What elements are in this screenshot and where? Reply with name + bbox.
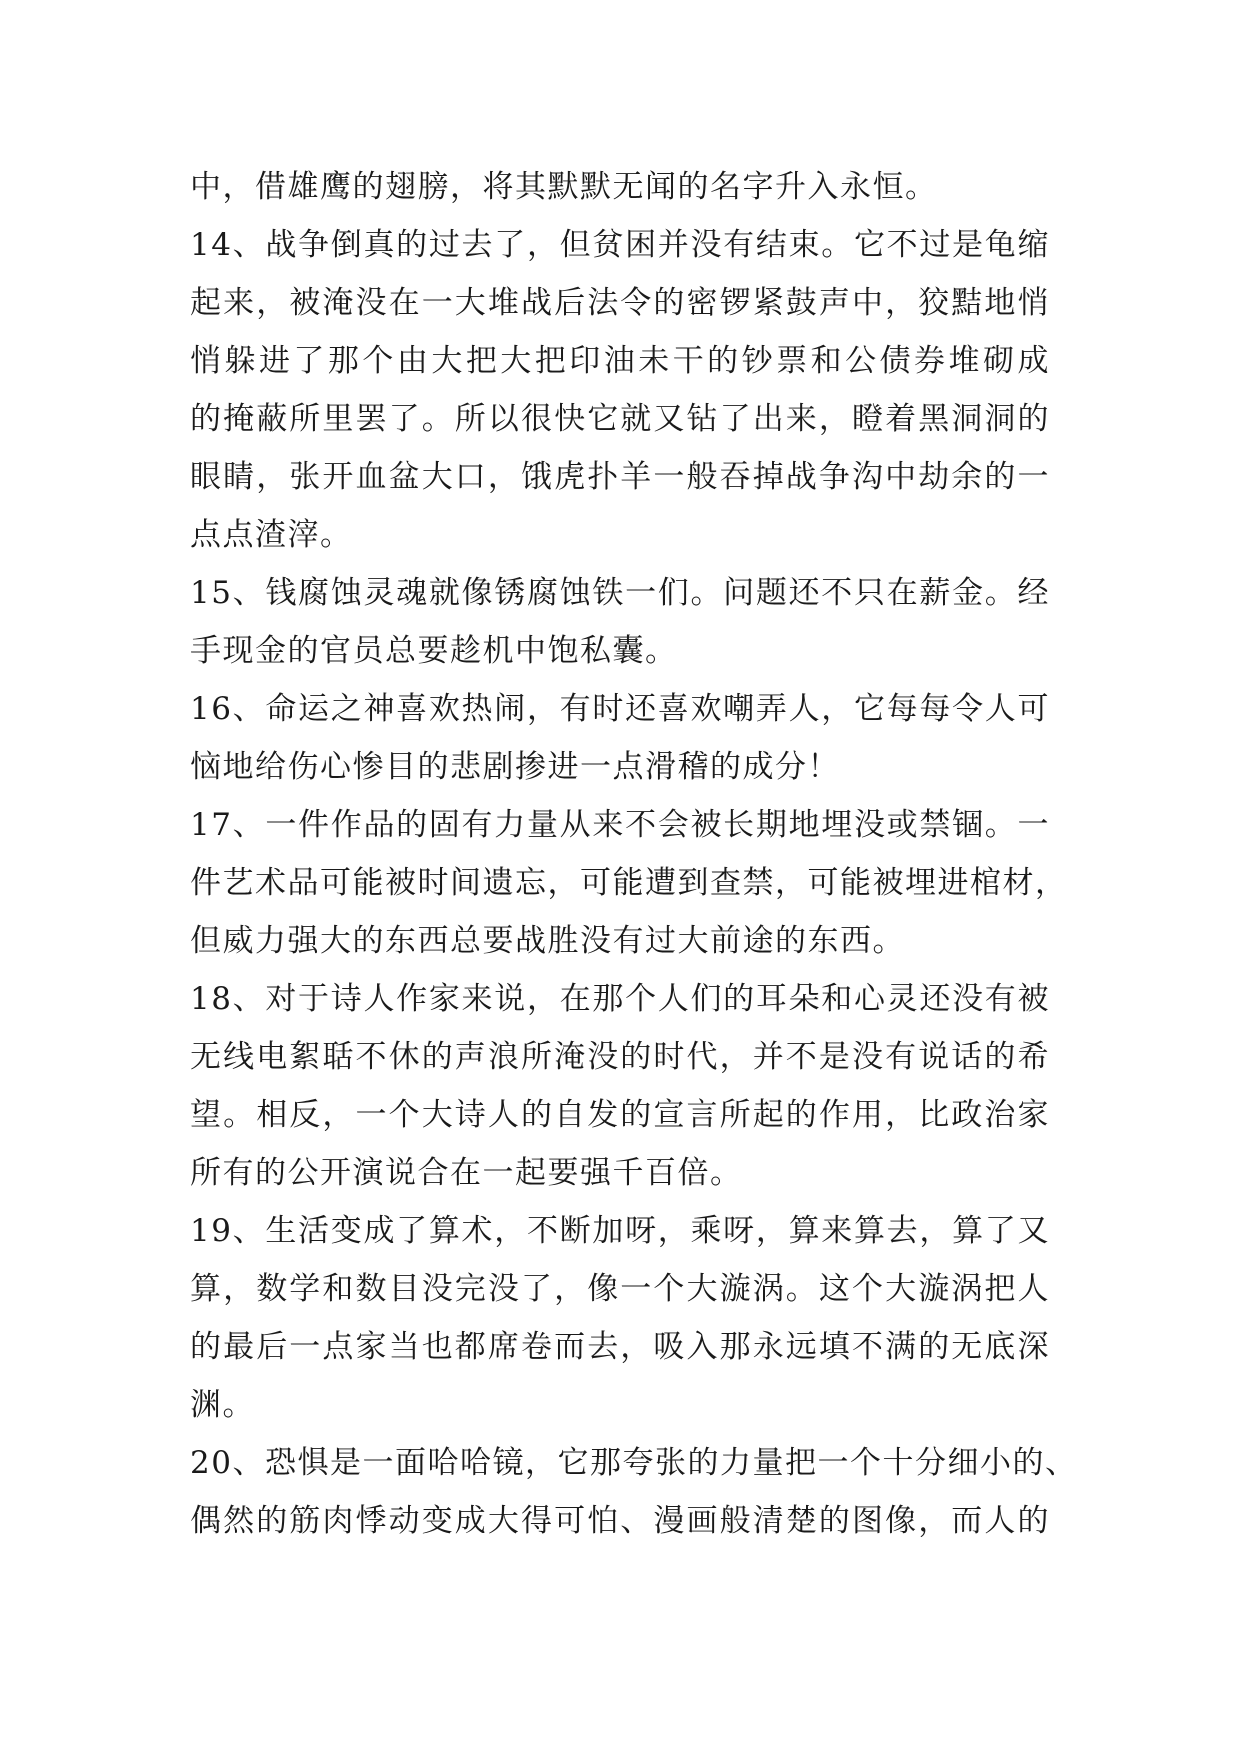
text-line: 19、生活变成了算术，不断加呀，乘呀，算来算去，算了又 [190, 1213, 1050, 1249]
text-line: 18、对于诗人作家来说，在那个人们的耳朵和心灵还没有被 [190, 981, 1050, 1017]
text-line: 中，借雄鹰的翅膀，将其默默无闻的名字升入永恒。 [190, 169, 938, 205]
text-line: 20、恐惧是一面哈哈镜，它那夸张的力量把一个十分细小的、 [190, 1445, 1078, 1481]
document-body [190, 158, 1078, 1550]
text-line: 14、战争倒真的过去了，但贫困并没有结束。它不过是龟缩 [190, 227, 1050, 263]
text-line: 手现金的官员总要趁机中饱私囊。 [190, 633, 678, 669]
text-line: 点点渣滓。 [190, 517, 353, 553]
text-line: 无线电絮聒不休的声浪所淹没的时代，并不是没有说话的希 [190, 1039, 1050, 1075]
text-line: 渊。 [190, 1387, 255, 1423]
text-line: 所有的公开演说合在一起要强千百倍。 [190, 1155, 743, 1191]
text-line: 15、钱腐蚀灵魂就像锈腐蚀铁一们。问题还不只在薪金。经 [190, 575, 1050, 611]
text-line: 17、一件作品的固有力量从来不会被长期地埋没或禁锢。一 [190, 807, 1050, 843]
text-line: 件艺术品可能被时间遗忘，可能遭到查禁，可能被埋进棺材， [190, 865, 1068, 901]
text-line: 但威力强大的东西总要战胜没有过大前途的东西。 [190, 923, 905, 959]
text-line: 偶然的筋肉悸动变成大得可怕、漫画般清楚的图像，而人的 [190, 1503, 1050, 1539]
text-line: 恼地给伤心惨目的悲剧掺进一点滑稽的成分！ [190, 749, 840, 785]
text-line: 悄躲进了那个由大把大把印油未干的钞票和公债券堆砌成 [190, 343, 1050, 379]
text-line: 望。相反，一个大诗人的自发的宣言所起的作用，比政治家 [190, 1097, 1050, 1133]
text-line: 起来，被淹没在一大堆战后法令的密锣紧鼓声中，狡黠地悄 [190, 285, 1050, 321]
text-line: 算，数学和数目没完没了，像一个大漩涡。这个大漩涡把人 [190, 1271, 1050, 1307]
text-line: 16、命运之神喜欢热闹，有时还喜欢嘲弄人，它每每令人可 [190, 691, 1050, 727]
text-line: 的最后一点家当也都席卷而去，吸入那永远填不满的无底深 [190, 1329, 1050, 1365]
text-line: 眼睛，张开血盆大口，饿虎扑羊一般吞掉战争沟中劫余的一 [190, 459, 1050, 495]
text-line: 的掩蔽所里罢了。所以很快它就又钻了出来，瞪着黑洞洞的 [190, 401, 1050, 437]
